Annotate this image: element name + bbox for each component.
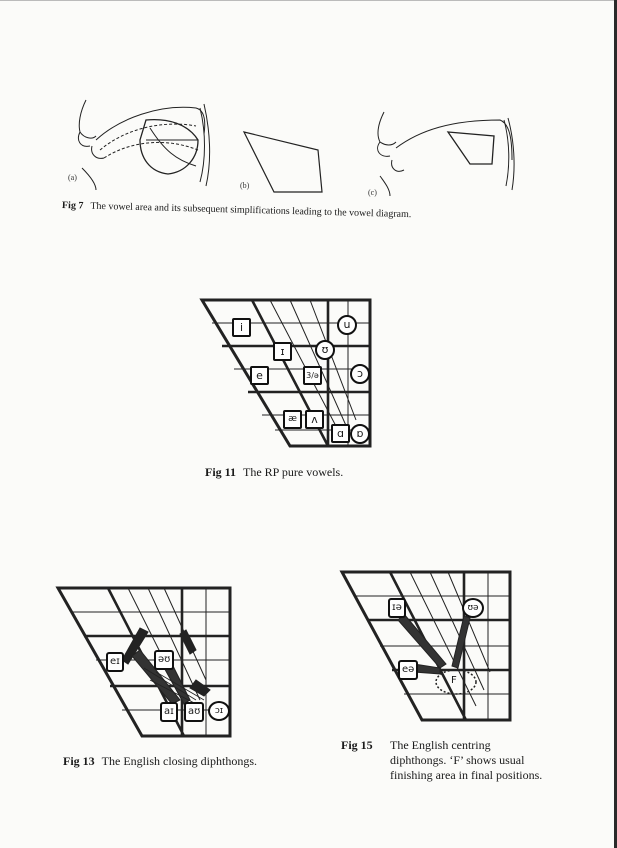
fig11-vowel-upsilon: ʊ	[315, 340, 335, 360]
fig13-symbol-ai: aɪ	[160, 702, 178, 722]
fig11-vowel-u: u	[337, 315, 357, 335]
fig13-symbol-au: aʊ	[184, 702, 204, 722]
fig13-caption: The English closing diphthongs.	[101, 754, 257, 768]
fig11-vowel-e: e	[250, 366, 269, 385]
fig15-finish-label: F	[451, 675, 457, 686]
fig7-label-b: (b)	[240, 181, 250, 190]
fig15-number-block	[341, 738, 380, 753]
fig7-caption: The vowel area and its subsequent simplifications leading to the vowel diagram.	[90, 200, 412, 221]
fig13-symbol-oi: ɔɪ	[208, 701, 230, 721]
fig13-diphthong-chart	[58, 588, 230, 736]
fig15-symbol-ue: ʊə	[462, 598, 484, 618]
fig7-panel-a-drawing	[78, 100, 209, 190]
fig15-caption-block	[390, 738, 542, 783]
fig15-symbol-ie: ɪə	[388, 598, 406, 618]
fig15-number: Fig 15	[341, 738, 373, 752]
fig11-vowel-i: i	[232, 318, 251, 337]
fig11-caption: The RP pure vowels.	[243, 465, 344, 479]
fig15-caption-line2: diphthongs. ‘F’ shows usual	[390, 753, 525, 767]
fig15-caption-line3: finishing area in final positions.	[390, 768, 543, 782]
fig15-caption-line1: The English centring	[390, 738, 491, 752]
fig11-vowel-ae: æ	[283, 410, 302, 429]
fig11-vowel-schwa: 3/ə	[303, 366, 322, 385]
fig11-vowel-short-i: ɪ	[273, 342, 292, 361]
fig13-number: Fig 13	[63, 754, 95, 768]
fig7-number: Fig 7	[61, 200, 84, 212]
fig13-symbol-ou: əʊ	[154, 650, 174, 670]
fig7-label-c: (c)	[368, 188, 377, 197]
fig7-label-a: (a)	[68, 173, 77, 182]
fig11-vowel-o: ɔ	[350, 364, 370, 384]
fig15-diphthong-chart	[342, 572, 510, 720]
fig11-vowel-open-o: ɒ	[350, 424, 370, 444]
fig15-symbol-ee: eə	[398, 660, 418, 680]
fig7-panel-c-drawing	[378, 112, 514, 196]
fig11-vowel-wedge: ʌ	[305, 410, 324, 429]
fig13-symbol-ei: eɪ	[106, 652, 124, 672]
fig11-number: Fig 11	[205, 465, 237, 479]
fig13-caption-block	[63, 754, 257, 769]
fig11-vowel-a: ɑ	[331, 424, 350, 443]
fig7-panel-b-drawing	[244, 132, 322, 192]
fig11-caption-block	[205, 465, 343, 480]
